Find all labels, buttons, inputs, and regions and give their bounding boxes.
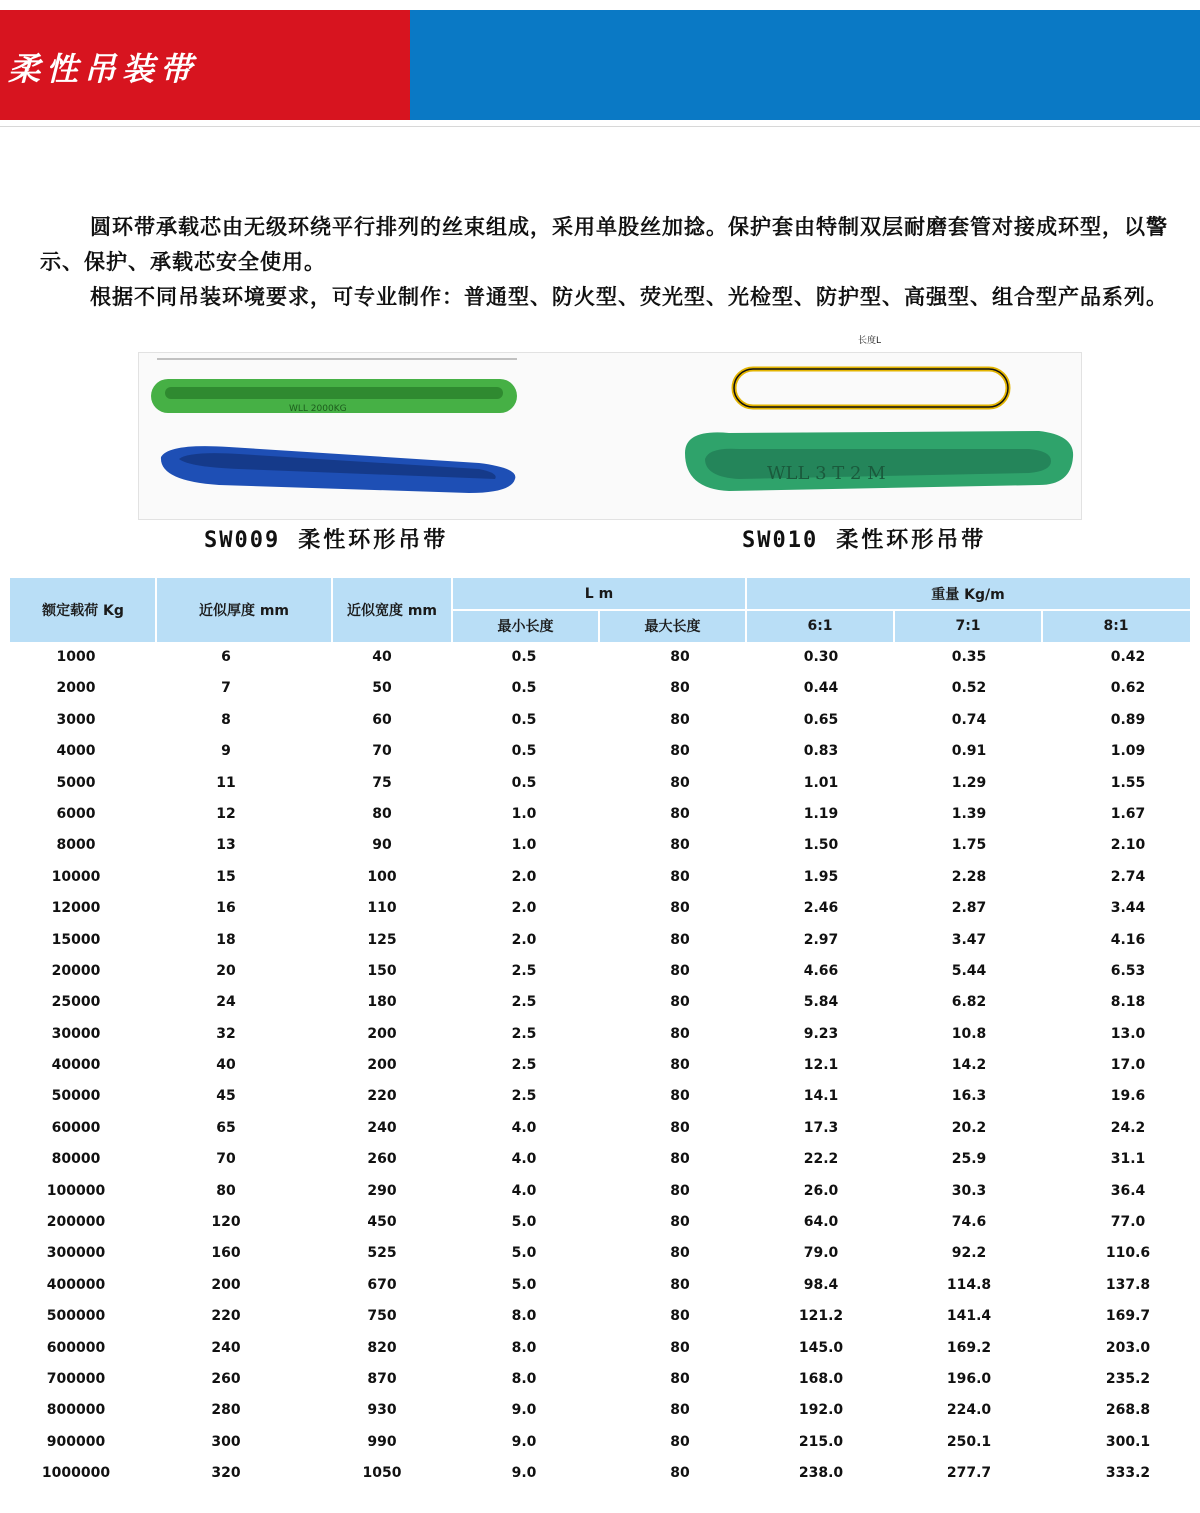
table-row [10,862,1190,893]
cell-weight-8-1: 4.16 [1110,931,1146,948]
cell-thickness: 8 [221,711,231,728]
header-ratio-7: 7:1 [955,618,981,634]
cell-load: 80000 [51,1151,101,1168]
cell-weight-7-1: 6.82 [951,994,987,1011]
cell-min-length: 0.5 [511,774,537,791]
cell-weight-7-1: 169.2 [946,1339,992,1356]
caption-code: SW009 [204,528,281,553]
cell-thickness: 280 [211,1402,241,1419]
cell-thickness: 80 [216,1182,236,1199]
header-width: 近似宽度 mm [346,603,438,619]
cell-weight-6-1: 0.44 [803,680,839,697]
cell-weight-7-1: 0.74 [951,711,987,728]
cell-thickness: 18 [216,931,236,948]
cell-min-length: 2.5 [511,994,537,1011]
cell-thickness: 200 [211,1276,241,1293]
header-blue-block [410,10,1200,120]
cell-weight-8-1: 169.7 [1105,1308,1151,1325]
table-row [10,1333,1190,1364]
cell-weight-7-1: 114.8 [946,1276,992,1293]
cell-width: 60 [372,711,392,728]
cell-max-length: 80 [670,868,690,885]
cell-weight-7-1: 20.2 [951,1119,987,1136]
cell-width: 90 [372,837,392,854]
cell-weight-8-1: 36.4 [1110,1182,1146,1199]
cell-weight-6-1: 17.3 [803,1119,839,1136]
cell-weight-7-1: 14.2 [951,1057,987,1074]
cell-weight-6-1: 64.0 [803,1214,839,1231]
cell-weight-7-1: 250.1 [946,1433,992,1450]
cell-min-length: 5.0 [511,1214,537,1231]
cell-weight-8-1: 300.1 [1105,1433,1151,1450]
table-row [10,1050,1190,1081]
cell-min-length: 8.0 [511,1370,537,1387]
cell-thickness: 16 [216,900,236,917]
cell-load: 30000 [51,1025,101,1042]
cell-weight-6-1: 1.95 [803,868,839,885]
cell-weight-8-1: 6.53 [1110,962,1146,979]
table-body [10,642,1190,1490]
cell-weight-7-1: 2.87 [951,900,987,917]
cell-width: 1050 [362,1465,402,1482]
table-row [10,1301,1190,1332]
cell-weight-6-1: 145.0 [798,1339,844,1356]
cell-max-length: 80 [670,962,690,979]
cell-load: 1000 [56,649,96,665]
table-row [10,1019,1190,1050]
cell-width: 70 [372,743,392,760]
cell-thickness: 240 [211,1339,241,1356]
table-row [10,1176,1190,1207]
cell-weight-7-1: 1.75 [951,837,987,854]
cell-thickness: 24 [216,994,236,1011]
table-row [10,673,1190,704]
cell-max-length: 80 [670,711,690,728]
cell-max-length: 80 [670,1151,690,1168]
cell-weight-7-1: 196.0 [946,1370,992,1387]
cell-weight-7-1: 0.35 [951,649,987,665]
cell-weight-6-1: 5.84 [803,994,839,1011]
cell-max-length: 80 [670,1214,690,1231]
cell-weight-8-1: 17.0 [1110,1057,1146,1074]
cell-width: 110 [367,900,397,917]
cell-weight-7-1: 1.29 [951,774,987,791]
cell-min-length: 0.5 [511,743,537,760]
cell-load: 1000000 [41,1465,111,1482]
cell-load: 100000 [46,1182,106,1199]
table-row [10,768,1190,799]
cell-weight-7-1: 74.6 [951,1214,987,1231]
cell-min-length: 2.5 [511,962,537,979]
cell-min-length: 9.0 [511,1402,537,1419]
caption-code: SW010 [742,528,819,553]
cell-width: 260 [367,1151,397,1168]
green-sling-wll-label: WLL 3 T 2 M [767,463,886,484]
header-length-group: L m [584,586,614,602]
cell-weight-6-1: 121.2 [798,1308,844,1325]
cell-thickness: 40 [216,1057,236,1074]
cell-min-length: 0.5 [511,711,537,728]
cell-weight-8-1: 1.67 [1110,805,1146,822]
cell-weight-8-1: 2.10 [1110,837,1146,854]
cell-load: 10000 [51,868,101,885]
table-row [10,1081,1190,1112]
page-title: 柔性吊装带 [8,50,199,88]
cell-weight-6-1: 1.01 [803,774,839,791]
cell-weight-6-1: 168.0 [798,1370,844,1387]
cell-max-length: 80 [670,1308,690,1325]
cell-max-length: 80 [670,1057,690,1074]
cell-weight-6-1: 79.0 [803,1245,839,1262]
table-header [10,578,1190,642]
cell-thickness: 12 [216,805,236,822]
intro-text [40,210,1200,315]
length-label: 长度L [858,336,882,346]
header-divider [0,126,1200,127]
table-row [10,1238,1190,1269]
cell-thickness: 32 [216,1025,236,1042]
cell-width: 525 [367,1245,397,1262]
cell-thickness: 20 [216,962,236,979]
table-row [10,987,1190,1018]
cell-weight-6-1: 215.0 [798,1433,844,1450]
cell-weight-7-1: 0.52 [951,680,987,697]
cell-weight-8-1: 31.1 [1110,1151,1146,1168]
cell-max-length: 80 [670,805,690,822]
table-row [10,1113,1190,1144]
cell-width: 75 [372,774,392,791]
cell-width: 80 [372,805,392,822]
cell-weight-6-1: 238.0 [798,1465,844,1482]
table-row [10,1458,1190,1489]
cell-width: 200 [367,1057,397,1074]
cell-load: 5000 [56,774,96,791]
cell-thickness: 320 [211,1465,241,1482]
cell-weight-8-1: 203.0 [1105,1339,1151,1356]
cell-weight-8-1: 1.55 [1110,774,1146,791]
cell-load: 15000 [51,931,101,948]
cell-weight-8-1: 19.6 [1110,1088,1146,1105]
cell-min-length: 2.5 [511,1025,537,1042]
cell-load: 20000 [51,962,101,979]
cell-weight-7-1: 277.7 [946,1465,992,1482]
table-row [10,925,1190,956]
cell-max-length: 80 [670,1119,690,1136]
cell-weight-8-1: 235.2 [1105,1370,1151,1387]
cell-min-length: 5.0 [511,1276,537,1293]
cell-weight-8-1: 137.8 [1105,1276,1151,1293]
cell-width: 200 [367,1025,397,1042]
cell-width: 150 [367,962,397,979]
spec-table [10,578,1190,1490]
caption-name: 柔性环形吊带 [836,528,987,553]
cell-load: 200000 [46,1214,106,1231]
cell-weight-6-1: 14.1 [803,1088,839,1105]
cell-weight-8-1: 2.74 [1110,868,1146,885]
cell-thickness: 300 [211,1433,241,1450]
cell-load: 25000 [51,994,101,1011]
cell-width: 930 [367,1402,397,1419]
cell-max-length: 80 [670,680,690,697]
cell-width: 240 [367,1119,397,1136]
cell-load: 3000 [56,711,96,728]
cell-weight-7-1: 30.3 [951,1182,987,1199]
cell-min-length: 4.0 [511,1151,537,1168]
cell-load: 900000 [46,1433,106,1450]
cell-max-length: 80 [670,1025,690,1042]
cell-weight-8-1: 0.42 [1110,649,1146,665]
cell-thickness: 45 [216,1088,236,1105]
cell-weight-8-1: 77.0 [1110,1214,1146,1231]
cell-weight-8-1: 3.44 [1110,900,1146,917]
table-row [10,1144,1190,1175]
cell-max-length: 80 [670,900,690,917]
cell-min-length: 0.5 [511,680,537,697]
table-row [10,799,1190,830]
cell-min-length: 4.0 [511,1182,537,1199]
cell-weight-8-1: 0.89 [1110,711,1146,728]
table-row [10,893,1190,924]
cell-width: 100 [367,868,397,885]
table-row [10,1270,1190,1301]
cell-weight-6-1: 1.19 [803,805,839,822]
cell-weight-6-1: 98.4 [803,1276,839,1293]
table-row [10,830,1190,861]
header-max-length: 最大长度 [644,619,701,635]
cell-max-length: 80 [670,1433,690,1450]
cell-load: 500000 [46,1308,106,1325]
cell-load: 40000 [51,1057,101,1074]
cell-weight-6-1: 2.46 [803,900,839,917]
cell-thickness: 11 [216,774,236,791]
cell-width: 180 [367,994,397,1011]
cell-max-length: 80 [670,1245,690,1262]
cell-min-length: 2.5 [511,1088,537,1105]
cell-weight-6-1: 4.66 [803,962,839,979]
cell-load: 8000 [56,837,96,854]
cell-thickness: 70 [216,1151,236,1168]
cell-max-length: 80 [670,837,690,854]
cell-width: 290 [367,1182,397,1199]
cell-thickness: 15 [216,868,236,885]
sling-illustrations [139,353,1081,519]
table-row [10,956,1190,987]
cell-weight-7-1: 1.39 [951,805,987,822]
cell-load: 12000 [51,900,101,917]
cell-min-length: 2.0 [511,900,537,917]
cell-load: 60000 [51,1119,101,1136]
cell-min-length: 8.0 [511,1308,537,1325]
cell-load: 6000 [56,805,96,822]
intro-paragraph-1: 圆环带承载芯由无级环绕平行排列的丝束组成，采用单股丝加捻。保护套由特制双层耐磨套管对接成环型，以警示、保护、承载芯安全使用。 [40,215,1168,274]
cell-weight-6-1: 9.23 [803,1025,839,1042]
caption-sw009 [204,523,448,554]
cell-width: 990 [367,1433,397,1450]
cell-load: 2000 [56,680,96,697]
cell-thickness: 120 [211,1214,241,1231]
cell-min-length: 1.0 [511,837,537,854]
cell-load: 300000 [46,1245,106,1262]
cell-max-length: 80 [670,1370,690,1387]
header-banner [0,10,1200,120]
cell-weight-7-1: 25.9 [951,1151,987,1168]
header-ratio-8: 8:1 [1103,618,1129,634]
cell-weight-8-1: 0.62 [1110,680,1146,697]
cell-weight-7-1: 5.44 [951,962,987,979]
cell-weight-6-1: 0.65 [803,711,839,728]
cell-thickness: 260 [211,1370,241,1387]
cell-max-length: 80 [670,1465,690,1482]
cell-load: 800000 [46,1402,106,1419]
cell-width: 50 [372,680,392,697]
cell-max-length: 80 [670,1276,690,1293]
cell-load: 700000 [46,1370,106,1387]
header-min-length: 最小长度 [497,619,554,635]
cell-weight-8-1: 24.2 [1110,1119,1146,1136]
cell-thickness: 220 [211,1308,241,1325]
cell-thickness: 9 [221,743,231,760]
cell-width: 220 [367,1088,397,1105]
cell-weight-7-1: 10.8 [951,1025,987,1042]
green-sling-label: WLL 2000KG [289,404,347,414]
cell-min-length: 5.0 [511,1245,537,1262]
cell-weight-8-1: 8.18 [1110,994,1146,1011]
cell-weight-8-1: 13.0 [1110,1025,1146,1042]
cell-weight-6-1: 22.2 [803,1151,839,1168]
cell-max-length: 80 [670,1182,690,1199]
cell-load: 4000 [56,743,96,760]
cell-thickness: 7 [221,680,231,697]
product-photo-panel [138,352,1082,520]
cell-min-length: 8.0 [511,1339,537,1356]
table-row [10,736,1190,767]
cell-min-length: 9.0 [511,1433,537,1450]
cell-min-length: 1.0 [511,805,537,822]
cell-load: 50000 [51,1088,101,1105]
cell-max-length: 80 [670,1088,690,1105]
cell-weight-8-1: 268.8 [1105,1402,1151,1419]
cell-thickness: 6 [221,649,231,665]
cell-width: 450 [367,1214,397,1231]
cell-min-length: 2.0 [511,868,537,885]
cell-min-length: 2.0 [511,931,537,948]
cell-max-length: 80 [670,1402,690,1419]
cell-min-length: 9.0 [511,1465,537,1482]
cell-width: 820 [367,1339,397,1356]
cell-min-length: 2.5 [511,1057,537,1074]
cell-thickness: 160 [211,1245,241,1262]
cell-weight-6-1: 0.30 [803,649,839,665]
cell-weight-6-1: 12.1 [803,1057,839,1074]
cell-thickness: 13 [216,837,236,854]
cell-max-length: 80 [670,994,690,1011]
header-weight-group: 重量 Kg/m [931,587,1005,603]
header-load: 额定载荷 Kg [42,603,124,619]
header-thickness: 近似厚度 mm [198,603,290,619]
cell-weight-8-1: 1.09 [1110,743,1146,760]
cell-width: 870 [367,1370,397,1387]
cell-weight-6-1: 192.0 [798,1402,844,1419]
intro-paragraph-2: 根据不同吊装环境要求，可专业制作：普通型、防火型、荧光型、光检型、防护型、高强型、组合型产品系列。 [90,285,1168,309]
cell-min-length: 0.5 [511,649,537,665]
cell-weight-7-1: 3.47 [951,931,987,948]
caption-name: 柔性环形吊带 [298,528,449,553]
cell-weight-6-1: 2.97 [803,931,839,948]
cell-weight-7-1: 0.91 [951,743,987,760]
cell-min-length: 4.0 [511,1119,537,1136]
cell-width: 670 [367,1276,397,1293]
table-row [10,1427,1190,1458]
cell-weight-6-1: 1.50 [803,837,839,854]
table-row [10,642,1190,673]
cell-max-length: 80 [670,774,690,791]
cell-max-length: 80 [670,931,690,948]
table-row [10,1207,1190,1238]
caption-sw010 [742,523,986,554]
cell-load: 600000 [46,1339,106,1356]
cell-max-length: 80 [670,649,690,665]
table-row [10,705,1190,736]
cell-weight-7-1: 224.0 [946,1402,992,1419]
cell-weight-6-1: 0.83 [803,743,839,760]
table-row [10,1364,1190,1395]
cell-weight-6-1: 26.0 [803,1182,839,1199]
table-row [10,1395,1190,1426]
cell-weight-7-1: 2.28 [951,868,987,885]
cell-weight-8-1: 333.2 [1105,1465,1151,1482]
cell-load: 400000 [46,1276,106,1293]
cell-weight-8-1: 110.6 [1105,1245,1151,1262]
cell-width: 750 [367,1308,397,1325]
cell-weight-7-1: 141.4 [946,1308,992,1325]
cell-thickness: 65 [216,1119,236,1136]
cell-width: 40 [372,649,392,665]
header-ratio-6: 6:1 [807,618,833,634]
cell-max-length: 80 [670,743,690,760]
cell-weight-7-1: 16.3 [951,1088,987,1105]
cell-weight-7-1: 92.2 [951,1245,987,1262]
cell-width: 125 [367,931,397,948]
cell-max-length: 80 [670,1339,690,1356]
